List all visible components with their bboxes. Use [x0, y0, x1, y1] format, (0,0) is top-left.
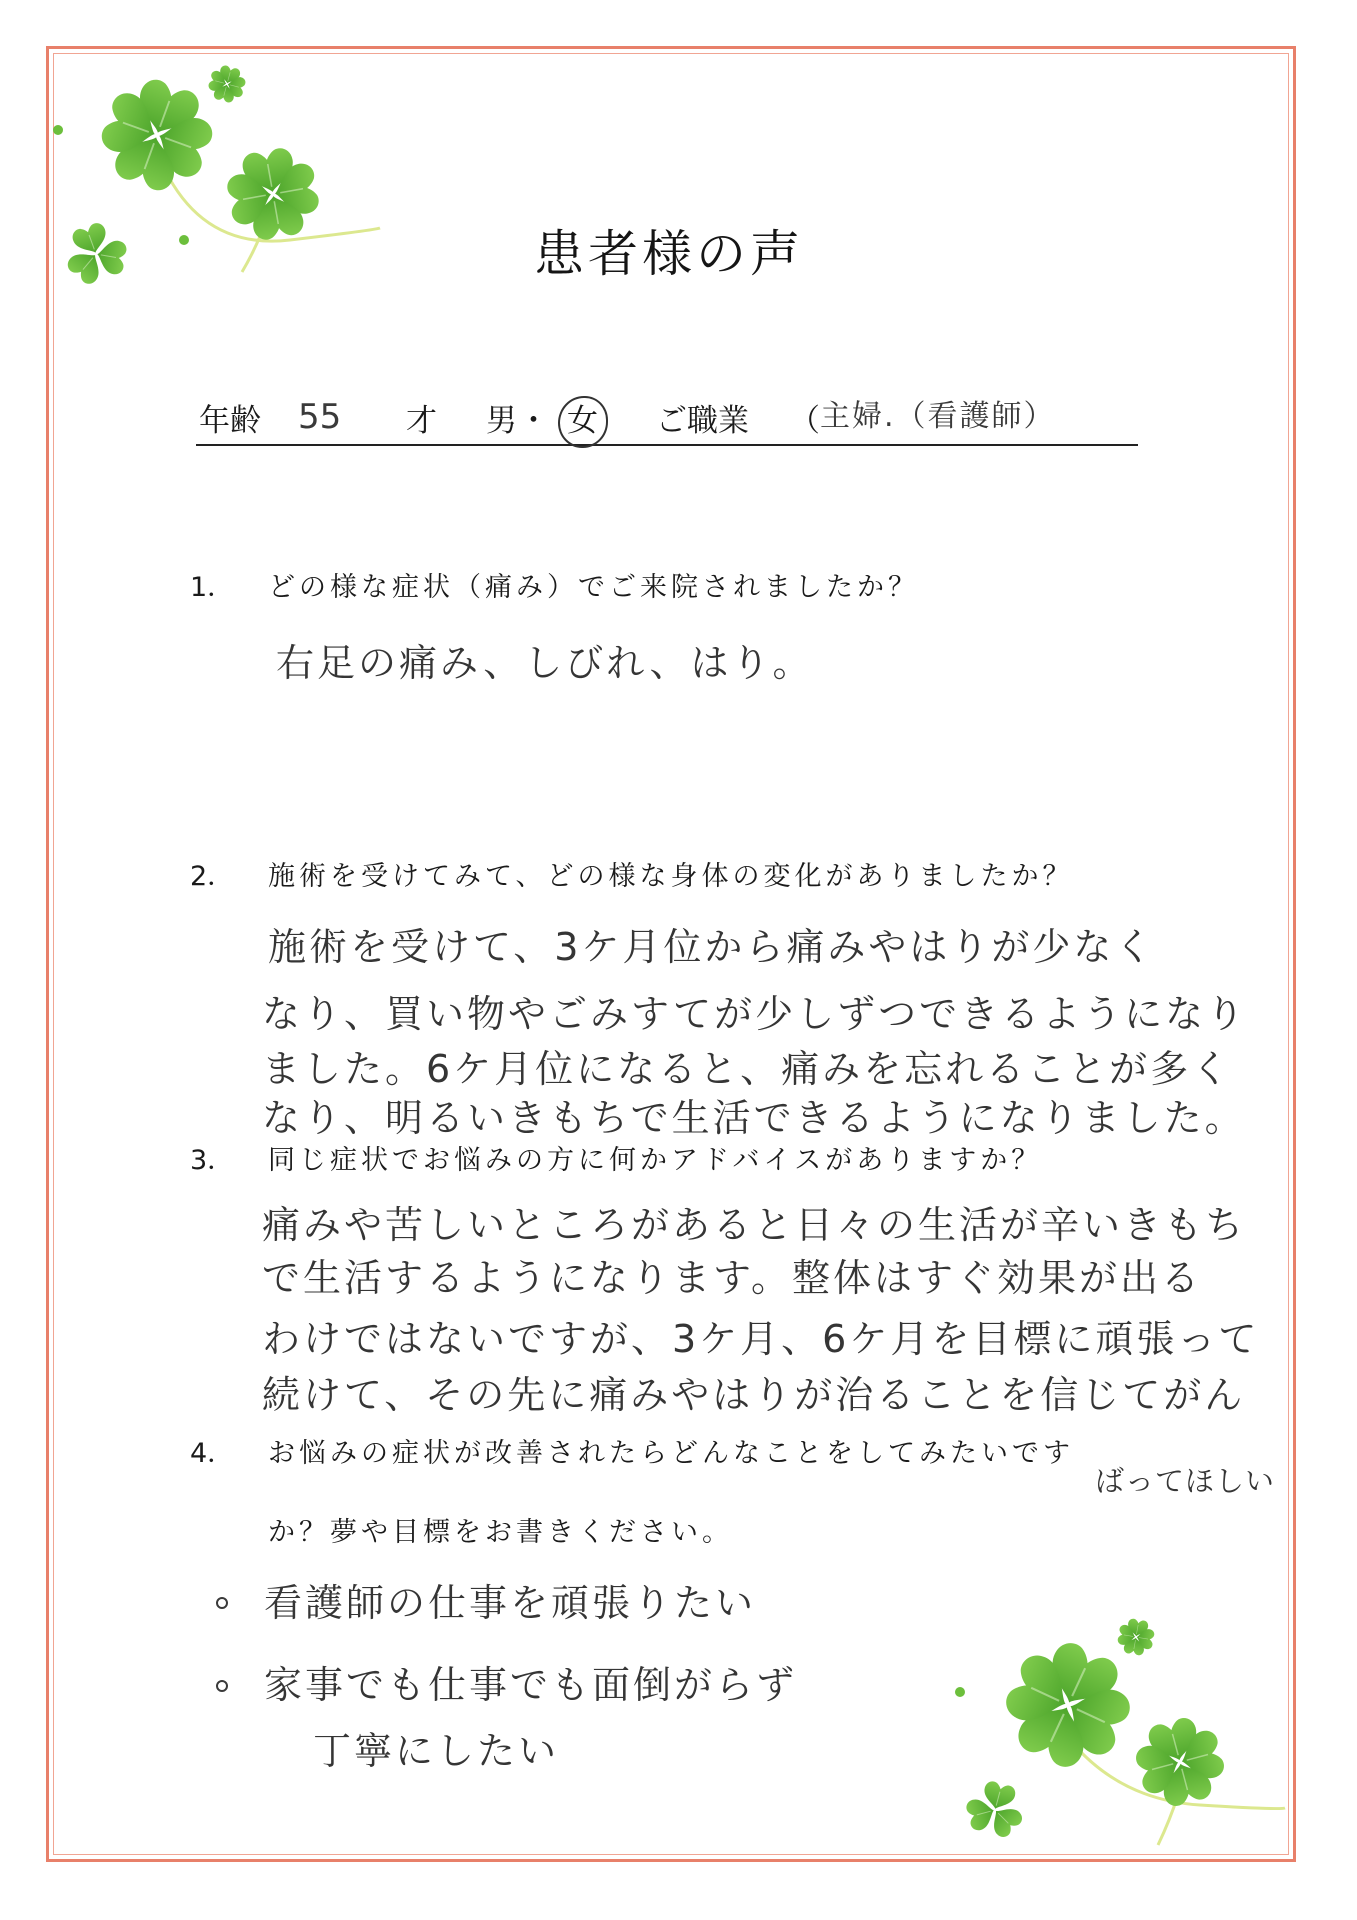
occupation-paren: （ [789, 403, 820, 439]
question-number: 3． [190, 1145, 235, 1176]
occupation-value: 主婦.（看護師） [820, 399, 1056, 434]
question-text: どの様な症状（痛み）でご来院されましたか？ [268, 572, 919, 603]
age-unit: 才 [406, 403, 437, 439]
answer-bullet [216, 1680, 228, 1692]
age-label: 年齢 [199, 403, 261, 439]
answer-line: で生活するようになります。整体はすぐ効果が出る [262, 1256, 1202, 1300]
question-number: 4． [190, 1438, 235, 1469]
answer-line: 家事でも仕事でも面倒がらず [264, 1663, 798, 1707]
answer-line: ました。6ケ月位になると、痛みを忘れることが多く [262, 1047, 1233, 1091]
answer-line: 右足の痛み、しびれ、はり。 [276, 641, 814, 685]
answer-line: 看護師の仕事を頑張りたい [264, 1581, 757, 1625]
answer-line: なり、明るいきもちで生活できるようになりました。 [262, 1096, 1246, 1140]
answer-line: 施術を受けて、3ケ月位から痛みやはりが少なく [268, 925, 1156, 969]
gender-separator: ・ [518, 403, 549, 439]
answer-line: 続けて、その先に痛みやはりが治ることを信じてがん [262, 1373, 1246, 1417]
profile-line [196, 396, 1138, 446]
answer-line: 痛みや苦しいところがあると日々の生活が辛いきもち [262, 1203, 1247, 1247]
question-number: 1． [190, 572, 235, 603]
answer-line: なり、買い物やごみすてが少しずつできるようになり [262, 992, 1248, 1036]
gender-male: 男 [486, 403, 517, 439]
answer-bullet [216, 1597, 228, 1609]
gender-female-circled: 女 [567, 403, 598, 439]
question-text: お悩みの症状が改善されたらどんなことをしてみたいです [268, 1438, 1074, 1469]
answer-line: わけではないですが、3ケ月、6ケ月を目標に頑張って [262, 1317, 1260, 1361]
question-text: 同じ症状でお悩みの方に何かアドバイスがありますか？ [268, 1145, 1043, 1176]
answer-line: 丁寧にしたい [313, 1729, 560, 1773]
answer-line: ばってほしい [1095, 1464, 1276, 1498]
question-text: か？夢や目標をお書きください。 [268, 1517, 733, 1548]
age-value: 55 [298, 397, 342, 437]
question-number: 2． [190, 861, 235, 892]
occupation-label: ご職業 [656, 403, 749, 439]
question-text: 施術を受けてみて、どの様な身体の変化がありましたか？ [268, 861, 1074, 892]
page-title: 患者様の声 [534, 225, 804, 283]
